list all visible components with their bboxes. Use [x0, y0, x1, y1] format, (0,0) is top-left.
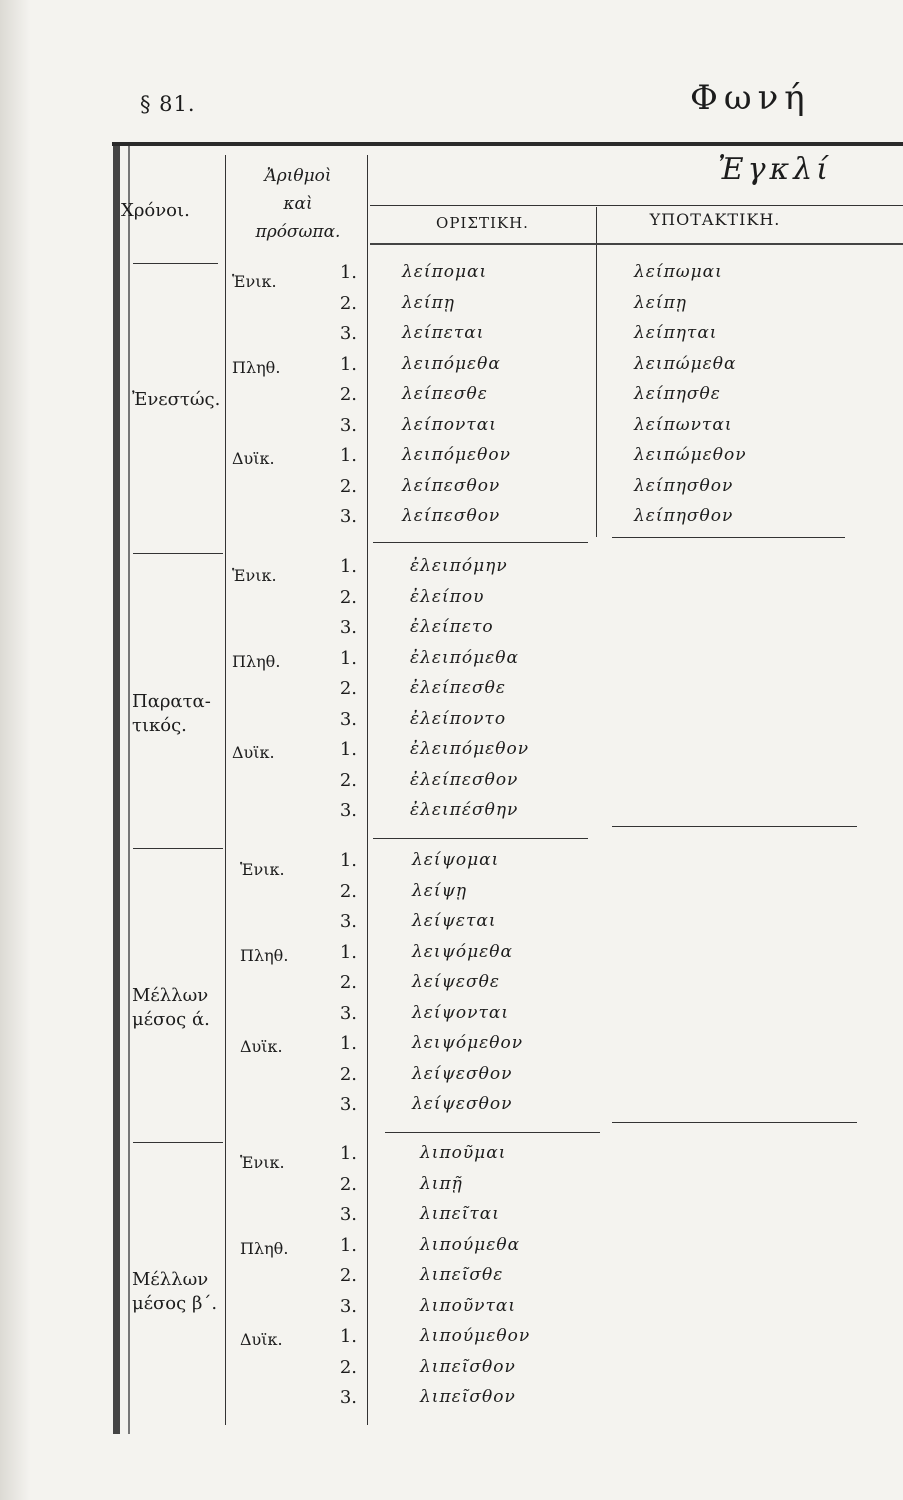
person-number: 2. — [339, 292, 357, 314]
person-number: 3. — [339, 708, 357, 730]
tense-label-line: Ἐνεστώς. — [132, 389, 221, 410]
person-number: 1. — [339, 556, 357, 577]
indicative-form: λειψόμεθον — [412, 1033, 524, 1053]
page-shadow — [0, 0, 30, 1500]
person-number: 3. — [339, 414, 357, 436]
indicative-form: ἐλείπεσθε — [410, 678, 506, 698]
number-label: Ἑνικ. — [240, 860, 285, 879]
indicative-form: λιπεῖσθον — [420, 1356, 516, 1377]
person-number: 1. — [339, 1143, 357, 1164]
indicative-form: λείπεται — [402, 323, 485, 343]
sub-divider-1 — [612, 537, 845, 538]
tense-label-line: μέσος ά. — [132, 1009, 210, 1030]
tense-column-header: Χρόνοι. — [121, 200, 190, 221]
person-number: 1. — [339, 739, 357, 760]
tense-label-line: Μέλλων — [132, 1269, 209, 1290]
tense-label-line: Μέλλων — [132, 985, 209, 1006]
indicative-form: λείπεσθον — [402, 506, 501, 526]
indicative-form: λείψῃ — [412, 880, 468, 901]
tense-label — [132, 1268, 217, 1316]
indicative-form: ἐλείπεσθον — [410, 769, 519, 790]
person-number: 2. — [339, 1356, 357, 1378]
mood-header-rule — [370, 205, 903, 206]
indicative-form: λιπῇ — [420, 1173, 463, 1194]
indicative-form: λείπεσθον — [402, 475, 501, 496]
indicative-form: λείψονται — [412, 1002, 510, 1023]
form-divider-2 — [373, 838, 588, 839]
person-number: 2. — [339, 1173, 357, 1195]
tense-label — [132, 690, 211, 738]
person-number: 2. — [339, 678, 357, 699]
indicative-form: λειπόμεθον — [402, 445, 511, 465]
mood-group-header: Ἐγκλί — [718, 152, 832, 187]
indicative-form: λείπονται — [402, 414, 497, 435]
indicative-form: λιπούμεθον — [420, 1326, 531, 1346]
person-number: 2. — [339, 1063, 357, 1085]
person-number: 1. — [339, 850, 357, 871]
person-number: 3. — [339, 323, 357, 344]
number-label: Πληθ. — [232, 357, 281, 377]
tense-label-line: Παρατα- — [132, 691, 211, 712]
indicative-form: λείψεται — [412, 911, 497, 931]
subjunctive-form: λείπησθε — [634, 384, 721, 404]
indicative-form: ἐλειπόμεθα — [410, 647, 519, 668]
indicative-form: λειψόμεθα — [412, 941, 514, 962]
indicative-form: λιπεῖται — [420, 1204, 500, 1224]
subjunctive-form: λείπωνται — [634, 414, 733, 435]
person-number: 1. — [339, 445, 357, 466]
subjunctive-column-header: ΥΠΟΤΑΚΤΙΚΗ. — [649, 210, 781, 229]
table-left-rule — [113, 146, 120, 1434]
number-label: Πληθ. — [240, 945, 289, 965]
indicative-form: λείπεσθε — [402, 384, 488, 404]
table-left-inner-rule — [128, 146, 130, 1434]
tense-header-rule — [133, 263, 218, 264]
number-label: Ἑνικ. — [232, 566, 277, 585]
person-number: 1. — [339, 941, 357, 963]
person-number: 1. — [339, 647, 357, 669]
indicative-form: ἐλειπέσθην — [410, 800, 519, 820]
person-number: 2. — [339, 880, 357, 902]
person-number: 1. — [339, 262, 357, 283]
mood-column-rule — [596, 207, 597, 537]
person-number: 3. — [339, 800, 357, 821]
person-number: 3. — [339, 617, 357, 638]
indicative-form: λείπομαι — [402, 262, 488, 282]
person-number: 3. — [339, 911, 357, 932]
number-person-column-header: Ἀριθμοὶ καὶ πρόσωπα. — [255, 166, 341, 242]
tense-divider-2 — [133, 848, 223, 849]
subjunctive-form: λειπώμεθα — [634, 353, 737, 374]
person-column-rule — [367, 155, 368, 1425]
person-number: 2. — [339, 769, 357, 791]
subjunctive-form: λείπηται — [634, 323, 718, 343]
tense-label-line: μέσος β΄. — [132, 1293, 218, 1314]
sub-divider-3 — [612, 1122, 857, 1123]
person-number: 2. — [339, 586, 357, 608]
sub-divider-2 — [612, 826, 857, 827]
tense-divider-3 — [133, 1142, 223, 1143]
subjunctive-form: λείπωμαι — [634, 262, 723, 282]
number-label: Δυϊκ. — [240, 1037, 283, 1056]
form-divider-1 — [373, 542, 588, 543]
number-label: Δυϊκ. — [232, 449, 275, 468]
person-number: 1. — [339, 353, 357, 375]
tense-label — [132, 388, 220, 412]
section-number: § 81. — [140, 92, 196, 116]
indicative-column-header: ΟΡΙΣΤΙΚΗ. — [436, 214, 529, 232]
form-divider-3 — [385, 1132, 600, 1133]
person-number: 3. — [339, 1295, 357, 1317]
subjunctive-form: λειπώμεθον — [634, 445, 747, 465]
indicative-form: λείψεσθον — [412, 1063, 513, 1084]
indicative-form: λείπῃ — [402, 292, 455, 313]
number-label: Ἑνικ. — [232, 272, 277, 291]
indicative-form: λείψεσθε — [412, 972, 500, 992]
person-number: 1. — [339, 1326, 357, 1347]
indicative-form: λείψομαι — [412, 850, 500, 870]
person-number: 3. — [339, 1002, 357, 1024]
number-label: Ἑνικ. — [240, 1153, 285, 1172]
indicative-form: ἐλείπετο — [410, 617, 494, 637]
header-bottom-rule — [370, 243, 903, 245]
number-label: Δυϊκ. — [232, 743, 275, 762]
indicative-form: ἐλειπόμεθον — [410, 739, 530, 759]
person-number: 2. — [339, 1265, 357, 1286]
indicative-form: ἐλειπόμην — [410, 556, 508, 576]
indicative-form: λειπόμεθα — [402, 353, 501, 374]
tense-divider-1 — [133, 553, 223, 554]
indicative-form: λείψεσθον — [412, 1094, 513, 1114]
person-number: 3. — [339, 506, 357, 527]
indicative-form: λιποῦνται — [420, 1295, 517, 1316]
subjunctive-form: λείπῃ — [634, 292, 687, 313]
subjunctive-form: λείπησθον — [634, 475, 734, 496]
person-number: 1. — [339, 1234, 357, 1256]
indicative-form: λιπούμεθα — [420, 1234, 521, 1255]
tense-column-rule — [225, 155, 226, 1425]
indicative-form: ἐλείπου — [410, 586, 485, 607]
person-number: 3. — [339, 1204, 357, 1225]
indicative-form: λιποῦμαι — [420, 1143, 507, 1163]
voice-heading: Φωνή — [690, 78, 811, 118]
indicative-form: ἐλείποντο — [410, 708, 507, 729]
person-number: 3. — [339, 1387, 357, 1408]
table-top-rule — [112, 142, 903, 146]
person-number: 2. — [339, 972, 357, 993]
subjunctive-form: λείπησθον — [634, 506, 734, 526]
number-label: Πληθ. — [232, 651, 281, 671]
indicative-form: λιπεῖσθον — [420, 1387, 516, 1407]
indicative-form: λιπεῖσθε — [420, 1265, 504, 1285]
number-label: Πληθ. — [240, 1238, 289, 1258]
tense-label-line: τικός. — [132, 715, 187, 736]
number-label: Δυϊκ. — [240, 1330, 283, 1349]
person-number: 3. — [339, 1094, 357, 1115]
person-number: 1. — [339, 1033, 357, 1054]
tense-label — [132, 984, 210, 1032]
person-number: 2. — [339, 384, 357, 405]
person-number: 2. — [339, 475, 357, 497]
